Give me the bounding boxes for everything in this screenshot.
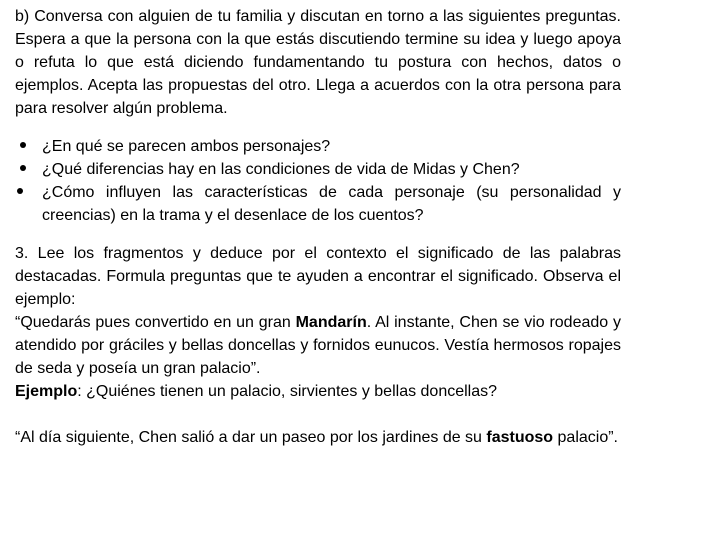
highlighted-word: fastuoso (486, 429, 554, 446)
question-list (15, 135, 621, 227)
quote-text: . Al instante, Chen se vio rodeado y atendido por gráciles y bellas doncellas y fornidos eunucos. Vestía hermosos ropajes de seda y poseía un gran palacio”. (15, 314, 621, 377)
question-text: ¿Qué diferencias hay en las condiciones de vida de Midas y Chen? (42, 161, 520, 178)
bullet-icon (17, 135, 29, 158)
highlighted-word: Mandarín (295, 314, 367, 331)
example-text: : ¿Quiénes tienen un palacio, sirvientes y bellas doncellas? (77, 383, 498, 400)
spacer (15, 227, 621, 242)
question-text: ¿Cómo influyen las características de cada personaje (su personalidad y creencias) en la trama y el desenlace de los cuentos? (42, 184, 621, 224)
example-question (15, 380, 621, 403)
list-item (15, 158, 621, 181)
bullet-icon (17, 181, 29, 204)
example-label: Ejemplo (15, 383, 78, 400)
list-item (15, 181, 621, 227)
fragment-quote (15, 426, 621, 449)
list-item (15, 135, 621, 158)
bullet-icon (17, 158, 29, 181)
quote-text: palacio”. (553, 429, 618, 446)
quote-text: “Quedarás pues convertido en un gran (15, 314, 296, 331)
question-text: ¿En qué se parecen ambos personajes? (42, 138, 331, 155)
quote-text: “Al día siguiente, Chen salió a dar un paseo por los jardines de su (15, 429, 487, 446)
part-b-instructions: b) Conversa con alguien de tu familia y discutan en torno a las siguientes preguntas. Espera a que la persona con la que estás discutiendo termine su idea y luego apoya o refuta lo que está diciendo fundamentando tu postura con hechos, datos o ejemplos. Acepta las propuestas del otro. Llega a acuerdos con la otra persona para para resolver algún problema. (15, 8, 621, 117)
spacer (15, 403, 621, 426)
example-quote (15, 311, 621, 380)
document-page (15, 5, 621, 449)
section-3-instructions: 3. Lee los fragmentos y deduce por el contexto el significado de las palabras destacadas. Formula preguntas que te ayuden a encontrar el significado. Observa el ejemplo: (15, 245, 621, 308)
spacer (15, 120, 621, 135)
